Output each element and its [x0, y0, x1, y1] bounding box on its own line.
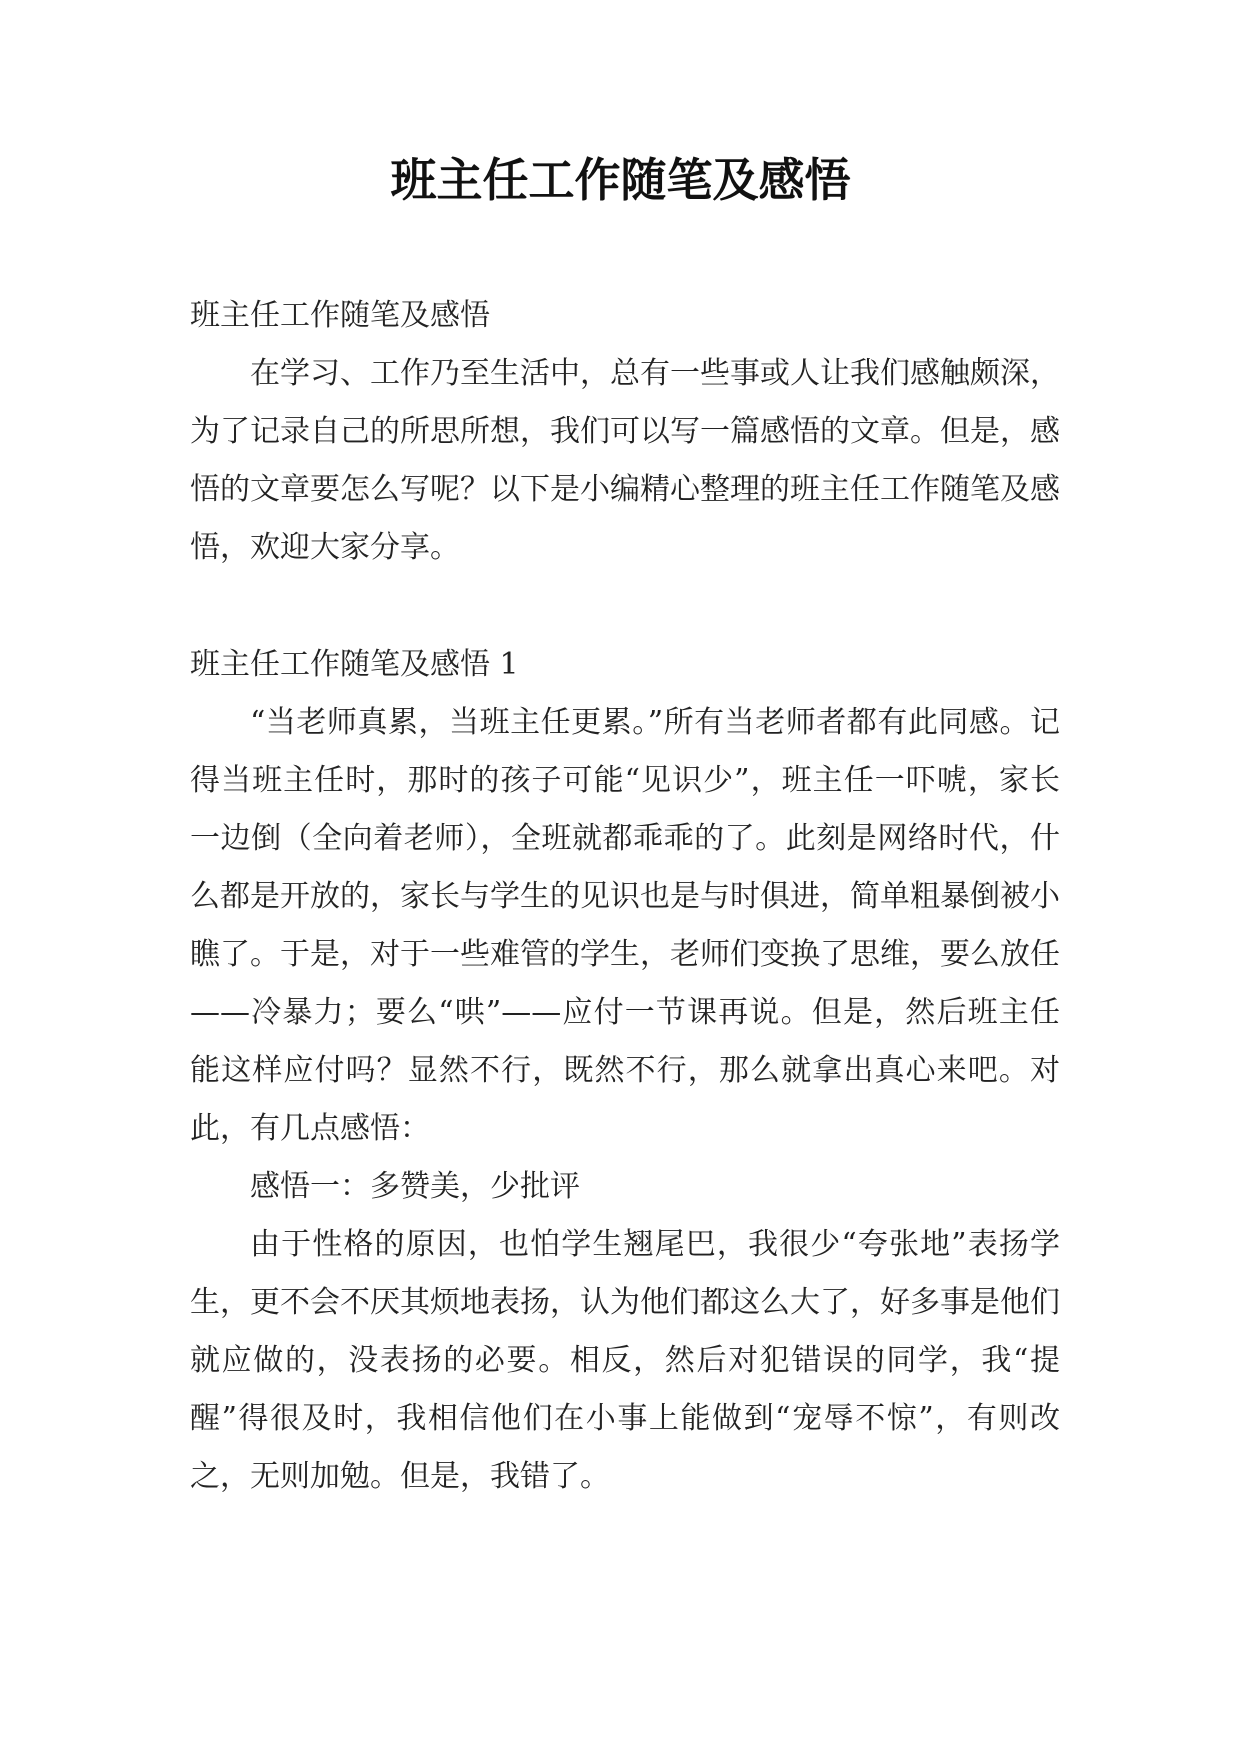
insight-heading: 感悟一：多赞美，少批评	[250, 1169, 580, 1204]
subsection-heading: 班主任工作随笔及感悟 1	[190, 647, 519, 682]
section-heading: 班主任工作随笔及感悟	[190, 298, 490, 333]
intro-paragraph: 在学习、工作乃至生活中，总有一些事或人让我们感触颇深，为了记录自己的所思所想，我们可以写一篇感悟的文章。但是，感悟的文章要怎么写呢？以下是小编精心整理的班主任工作随笔及感悟，欢迎大家分享。	[190, 356, 1060, 565]
body-paragraph: 由于性格的原因，也怕学生翘尾巴，我很少“夸张地”表扬学生，更不会不厌其烦地表扬，认为他们都这么大了，好多事是他们就应做的，没表扬的必要。相反，然后对犯错误的同学，我“提醒”得很及时，我相信他们在小事上能做到“宠辱不惊”，有则改之，无则加勉。但是，我错了。	[190, 1227, 1060, 1494]
document-title: 班主任工作随笔及感悟	[390, 153, 851, 207]
document-body	[190, 287, 1060, 1506]
body-paragraph: “当老师真累，当班主任更累。”所有当老师者都有此同感。记得当班主任时，那时的孩子可能“见识少”，班主任一吓唬，家长一边倒（全向着老师），全班就都乖乖的了。此刻是网络时代，什么都是开放的，家长与学生的见识也是与时俱进，简单粗暴倒被小瞧了。于是，对于一些难管的学生，老师们变换了思维，要么放任——冷暴力；要么“哄”——应付一节课再说。但是，然后班主任能这样应付吗？显然不行，既然不行，那么就拿出真心来吧。对此，有几点感悟：	[190, 705, 1060, 1146]
